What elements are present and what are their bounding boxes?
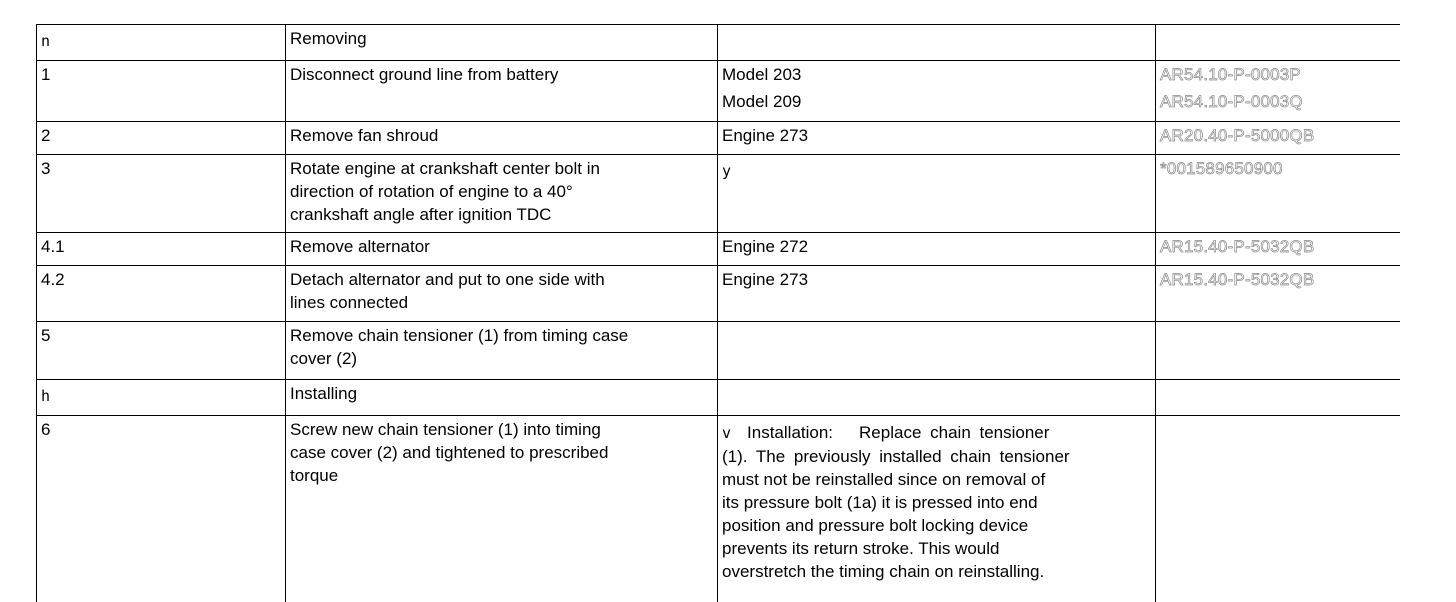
procedure-table <box>36 24 1400 602</box>
action-cell <box>286 266 718 322</box>
table-row <box>37 122 1401 155</box>
action-cell <box>286 61 718 122</box>
table-row <box>37 61 1401 122</box>
reference-cell <box>1156 266 1401 322</box>
reference-cell <box>1156 322 1401 380</box>
reference-link[interactable]: AR54.10-P-0003Q <box>1160 92 1303 111</box>
condition-cell <box>718 380 1156 416</box>
reference-link[interactable]: AR54.10-P-0003P <box>1160 65 1301 84</box>
step-cell <box>37 322 286 380</box>
action-cell <box>286 155 718 233</box>
reference-cell <box>1156 122 1401 155</box>
condition-text: Model 203 <box>722 65 802 84</box>
reference-cell <box>1156 155 1401 233</box>
reference-link[interactable]: AR15.40-P-5032QB <box>1160 270 1315 289</box>
step-cell <box>37 122 286 155</box>
reference-cell <box>1156 233 1401 266</box>
note-line: position and pressure bolt locking device <box>722 516 1029 535</box>
installing-symbol-icon: h <box>41 387 51 405</box>
condition-cell <box>718 155 1156 233</box>
action-text: cover (2) <box>290 349 358 368</box>
condition-cell <box>718 322 1156 380</box>
action-cell <box>286 322 718 380</box>
tool-part-number[interactable]: *001589650900 <box>1160 159 1283 178</box>
action-cell <box>286 416 718 602</box>
step-number: 2 <box>41 126 51 145</box>
step-number: 6 <box>41 420 51 439</box>
condition-cell <box>718 266 1156 322</box>
step-number: 3 <box>41 159 51 178</box>
action-text: Remove fan shroud <box>290 126 439 145</box>
step-cell <box>37 155 286 233</box>
action-text: crankshaft angle after ignition TDC <box>290 205 552 224</box>
condition-cell <box>718 122 1156 155</box>
note-line: (1). The previously installed chain tensioner <box>722 447 1070 466</box>
condition-cell <box>718 416 1156 602</box>
action-text: Detach alternator and put to one side with <box>290 270 605 289</box>
table-row <box>37 266 1401 322</box>
action-cell <box>286 233 718 266</box>
removing-symbol-icon: n <box>41 32 51 50</box>
step-number: 5 <box>41 326 51 345</box>
action-text: Disconnect ground line from battery <box>290 65 559 84</box>
step-cell <box>37 266 286 322</box>
action-text: Rotate engine at crankshaft center bolt in <box>290 159 600 178</box>
reference-cell <box>1156 416 1401 602</box>
action-text: case cover (2) and tightened to prescribed <box>290 443 609 462</box>
note-head-line <box>722 421 1151 445</box>
condition-cell <box>718 61 1156 122</box>
table-row <box>37 233 1401 266</box>
step-number: 1 <box>41 65 51 84</box>
tool-symbol-icon: y <box>722 162 732 180</box>
condition-text: Engine 273 <box>722 270 809 289</box>
note-symbol-icon: v <box>722 424 732 442</box>
table-row <box>37 416 1401 602</box>
step-cell <box>37 61 286 122</box>
section-heading: Installing <box>290 384 358 403</box>
action-cell <box>286 380 718 416</box>
condition-text: Engine 272 <box>722 237 809 256</box>
reference-cell <box>1156 61 1401 122</box>
action-cell <box>286 122 718 155</box>
action-text: Screw new chain tensioner (1) into timing <box>290 420 601 439</box>
reference-cell <box>1156 25 1401 61</box>
note-line: prevents its return stroke. This would <box>722 539 1000 558</box>
reference-cell <box>1156 380 1401 416</box>
step-cell <box>37 416 286 602</box>
condition-cell <box>718 233 1156 266</box>
table-row <box>37 25 1401 61</box>
action-text: lines connected <box>290 293 409 312</box>
note-line: its pressure bolt (1a) it is pressed into end <box>722 493 1038 512</box>
note-line: overstretch the timing chain on reinstalling. <box>722 562 1045 581</box>
action-text: direction of rotation of engine to a 40° <box>290 182 573 201</box>
condition-text: Model 209 <box>722 92 802 111</box>
procedure-sheet <box>36 24 1400 602</box>
reference-link[interactable]: AR20.40-P-5000QB <box>1160 126 1315 145</box>
action-text: Remove chain tensioner (1) from timing case <box>290 326 629 345</box>
step-cell <box>37 25 286 61</box>
note-line: must not be reinstalled since on removal of <box>722 470 1046 489</box>
step-cell <box>37 233 286 266</box>
step-number: 4.2 <box>41 270 65 289</box>
table-row <box>37 380 1401 416</box>
action-text: Remove alternator <box>290 237 430 256</box>
step-number: 4.1 <box>41 237 65 256</box>
condition-cell <box>718 25 1156 61</box>
condition-text: Engine 273 <box>722 126 809 145</box>
action-cell <box>286 25 718 61</box>
action-text: torque <box>290 466 339 485</box>
reference-link[interactable]: AR15.40-P-5032QB <box>1160 237 1315 256</box>
table-row <box>37 322 1401 380</box>
note-label: Installation: <box>747 423 834 442</box>
section-heading: Removing <box>290 29 367 48</box>
step-cell <box>37 380 286 416</box>
table-row <box>37 155 1401 233</box>
note-headline: Replace chain tensioner <box>859 423 1050 442</box>
installation-note <box>722 418 1151 583</box>
